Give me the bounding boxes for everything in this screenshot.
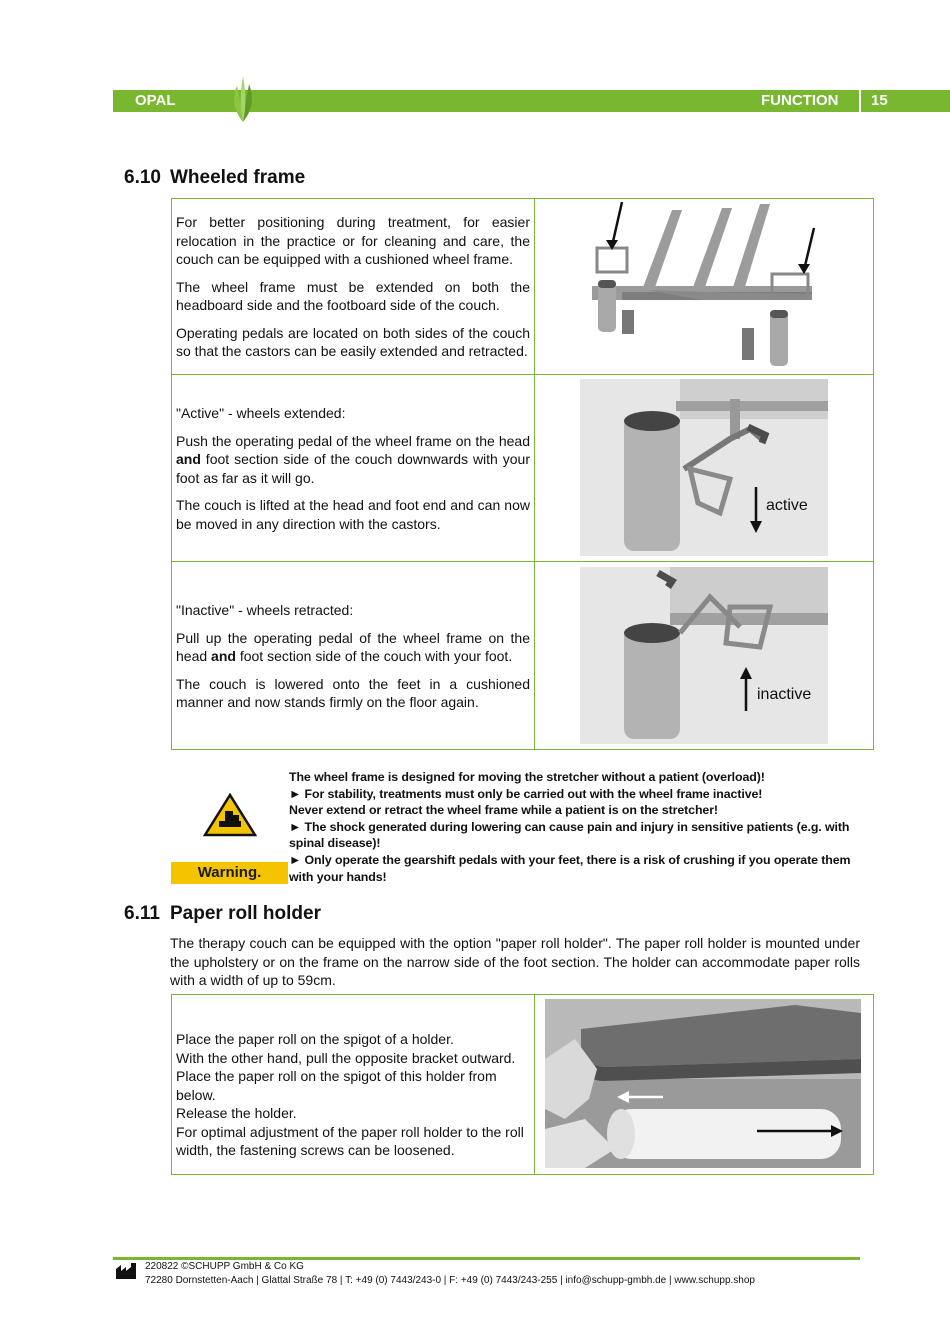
warning-text xyxy=(289,769,869,885)
table-column-divider xyxy=(534,198,535,750)
row1-text xyxy=(176,213,530,361)
section-number: 6.10 xyxy=(124,167,161,188)
paragraph: For better positioning during treatment, for easier relocation in the practice or for cleaning and care, the couch can be equipped with a cushioned wheel frame. xyxy=(176,214,530,267)
footer-copyright: 220822 ©SCHUPP GmbH & Co KG xyxy=(145,1261,304,1272)
text-run: Pull up the operating pedal of the wheel frame on the head xyxy=(176,629,530,664)
paragraph xyxy=(176,432,530,488)
section-title: Paper roll holder xyxy=(170,903,321,924)
step: Place the paper roll on the spigot of a holder. xyxy=(176,1031,454,1047)
step: With the other hand, pull the opposite bracket outward. xyxy=(176,1049,516,1066)
paragraph: "Inactive" - wheels retracted: xyxy=(176,602,354,618)
step: For optimal adjustment of the paper roll holder to the roll width, the fastening screws can be loosened. xyxy=(176,1123,524,1158)
section-number: 6.11 xyxy=(124,903,160,924)
paper-roll-photo xyxy=(545,999,861,1168)
row3-text xyxy=(176,601,530,712)
active-pedal-photo xyxy=(580,379,828,556)
paper-roll-steps xyxy=(176,1030,530,1160)
paragraph: The couch is lowered onto the feet in a cushioned manner and now stands firmly on the floor again. xyxy=(176,675,530,710)
leaf-logo-icon xyxy=(225,74,261,124)
manufacturer-icon xyxy=(116,1263,136,1279)
step: Place the paper roll on the spigot of this holder from below. xyxy=(176,1068,497,1103)
warning-line: ► Only operate the gearshift pedals with your feet, there is a risk of crushing if you operate them with your hands! xyxy=(289,852,851,884)
step: Release the holder. xyxy=(176,1105,297,1121)
header-divider xyxy=(859,90,861,112)
page-number: 15 xyxy=(871,92,888,109)
section-heading-6-10 xyxy=(124,167,305,189)
warning-line: ► The shock generated during lowering can cause pain and injury in sensitive patients (e.g. with spinal disease)! xyxy=(289,819,850,851)
text-run: Push the operating pedal of the wheel frame on the head xyxy=(176,432,530,449)
paragraph: The wheel frame must be extended on both the headboard side and the footboard side of the couch. xyxy=(176,278,530,313)
warning-line: Never extend or retract the wheel frame while a patient is on the stretcher! xyxy=(289,803,718,818)
inactive-label: inactive xyxy=(757,686,812,703)
wheel-frame-photo xyxy=(582,200,828,368)
row2-text xyxy=(176,404,530,533)
table-row-divider xyxy=(171,561,874,562)
paper-roll-intro: The therapy couch can be equipped with the option "paper roll holder". The paper roll holder is mounted under the upholstery or on the frame on the narrow side of the foot section. The holder can accommodate paper rolls with a width of up to 59cm. xyxy=(170,935,860,988)
crush-hazard-warning-icon xyxy=(203,793,257,837)
paragraph: Operating pedals are located on both sides of the couch so that the castors can be easily extended and retracted. xyxy=(176,324,530,359)
paragraph: The couch is lifted at the head and foot end and can now be moved in any direction with the castors. xyxy=(176,497,530,532)
warning-label: Warning. xyxy=(171,862,288,884)
section-title: Wheeled frame xyxy=(170,167,306,188)
footer-text xyxy=(145,1260,755,1288)
header-product-name: OPAL xyxy=(135,92,176,109)
warning-line: The wheel frame is designed for moving the stretcher without a patient (overload)! xyxy=(289,770,765,784)
emphasis: and xyxy=(211,648,236,664)
table-row-divider xyxy=(171,374,874,375)
warning-line: ► For stability, treatments must only be carried out with the wheel frame inactive! xyxy=(289,786,763,801)
active-label: active xyxy=(766,497,808,514)
emphasis: and xyxy=(176,451,201,467)
text-run: foot section side of the couch downwards with your foot as far as it will go. xyxy=(176,451,530,486)
header-section-name: FUNCTION xyxy=(761,92,839,109)
paragraph xyxy=(176,629,530,666)
text-run: foot section side of the couch with your foot. xyxy=(235,648,513,664)
section-heading-6-11 xyxy=(124,903,321,925)
paragraph: "Active" - wheels extended: xyxy=(176,405,346,421)
footer-contact: 72280 Dornstetten-Aach | Glattal Straße 78 | T: +49 (0) 7443/243-0 | F: +49 (0) 7443/243-255 | info@schupp-gmbh.de | www.schupp.shop xyxy=(145,1275,755,1286)
inactive-pedal-photo xyxy=(580,567,828,744)
table-column-divider xyxy=(534,994,535,1175)
